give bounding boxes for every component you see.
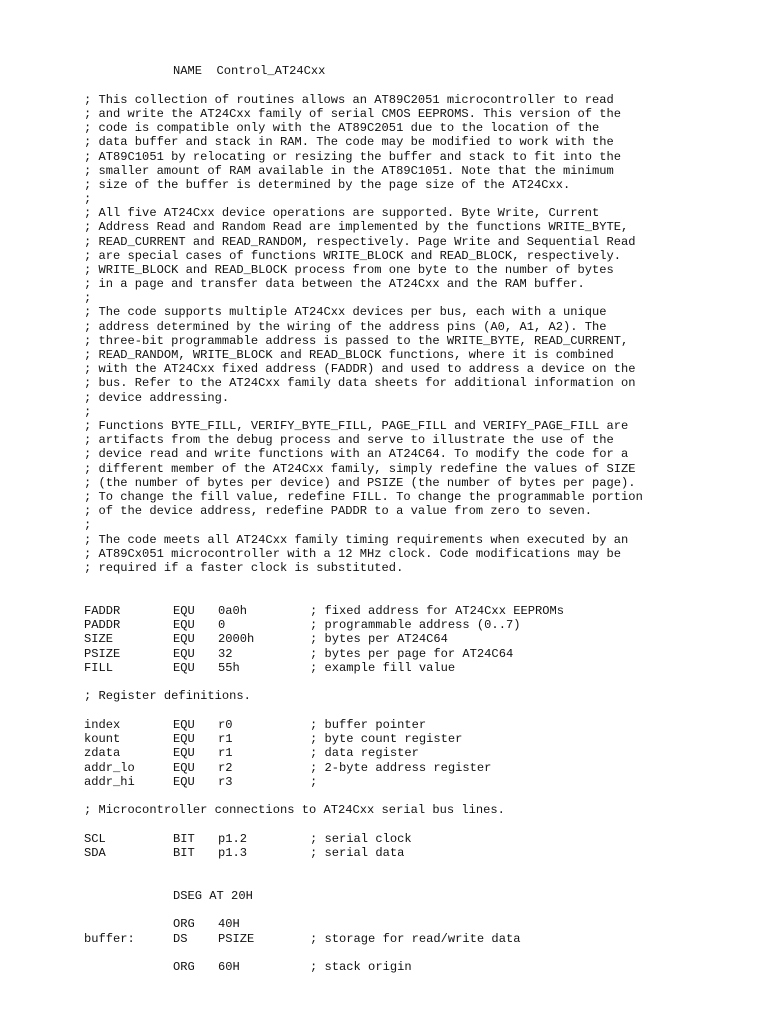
comment-line: ; code is compatible only with the AT89C2051 due to the location of the [84,121,600,135]
operand: p1.3 [218,846,248,860]
line-comment: ; bytes per page for AT24C64 [310,647,514,661]
symbol-label: index [84,718,121,732]
comment-line: ; WRITE_BLOCK and READ_BLOCK process from one byte to the number of bytes [84,263,614,277]
operand: 0a0h [218,604,248,618]
comment-line: ; Address Read and Random Read are implemented by the functions WRITE_BYTE, [84,220,629,234]
directive: EQU [173,647,195,661]
operand: r3 [218,775,233,789]
directive: EQU [173,604,195,618]
symbol-label: zdata [84,746,121,760]
directive: EQU [173,746,195,760]
connections-heading: ; Microcontroller connections to AT24Cxx serial bus lines. [84,803,505,817]
line-comment: ; example fill value [310,661,456,675]
comment-line: ; device read and write functions with an AT24C64. To modify the code for a [84,447,629,461]
comment-line: ; in a page and transfer data between the AT24Cxx and the RAM buffer. [84,277,585,291]
operand: PSIZE [218,932,255,946]
operand: 55h [218,661,240,675]
directive: EQU [173,618,195,632]
comment-line: ; and write the AT24Cxx family of serial CMOS EEPROMS. This version of the [84,107,622,121]
comment-line: ; The code supports multiple AT24Cxx devices per bus, each with a unique [84,305,607,319]
comment-line: ; READ_CURRENT and READ_RANDOM, respectively. Page Write and Sequential Read [84,235,636,249]
comment-line: ; Functions BYTE_FILL, VERIFY_BYTE_FILL, PAGE_FILL and VERIFY_PAGE_FILL are [84,419,629,433]
comment-line: ; AT89Cx051 microcontroller with a 12 MHz clock. Code modifications may be [84,547,622,561]
comment-line: ; The code meets all AT24Cxx family timing requirements when executed by an [84,533,629,547]
directive: EQU [173,761,195,775]
operand: 32 [218,647,233,661]
operand: 0 [218,618,226,632]
operand: r0 [218,718,233,732]
comment-line: ; [84,192,92,206]
symbol-label: PADDR [84,618,121,632]
comment-line: ; All five AT24Cxx device operations are supported. Byte Write, Current [84,206,600,220]
dseg-directive: DSEG AT 20H [173,889,253,903]
operand: 40H [218,917,240,931]
symbol-label: FILL [84,661,114,675]
name-directive: NAME Control_AT24Cxx [173,64,326,78]
comment-line: ; AT89C1051 by relocating or resizing the buffer and stack to fit into the [84,150,622,164]
comment-line: ; To change the fill value, redefine FILL. To change the programmable portion [84,490,643,504]
comment-line: ; bus. Refer to the AT24Cxx family data sheets for additional information on [84,376,636,390]
symbol-label: addr_hi [84,775,135,789]
directive: EQU [173,775,195,789]
comment-line: ; READ_RANDOM, WRITE_BLOCK and READ_BLOCK functions, where it is combined [84,348,614,362]
directive: ORG [173,960,195,974]
line-comment: ; programmable address (0..7) [310,618,521,632]
symbol-label: SIZE [84,632,114,646]
line-comment: ; storage for read/write data [310,932,521,946]
comment-line: ; [84,291,92,305]
comment-line: ; of the device address, redefine PADDR to a value from zero to seven. [84,504,593,518]
line-comment: ; byte count register [310,732,463,746]
comment-line: ; address determined by the wiring of the address pins (A0, A1, A2). The [84,320,607,334]
symbol-label: SDA [84,846,106,860]
comment-line: ; [84,405,92,419]
symbol-label: FADDR [84,604,121,618]
comment-line: ; with the AT24Cxx fixed address (FADDR) and used to address a device on the [84,362,636,376]
line-comment: ; fixed address for AT24Cxx EEPROMs [310,604,565,618]
comment-line: ; artifacts from the debug process and serve to illustrate the use of the [84,433,614,447]
comment-line: ; [84,518,92,532]
comment-line: ; (the number of bytes per device) and PSIZE (the number of bytes per page). [84,476,636,490]
directive: BIT [173,832,195,846]
comment-line: ; This collection of routines allows an AT89C2051 microcontroller to read [84,93,614,107]
operand: r1 [218,732,233,746]
comment-line: ; different member of the AT24Cxx family, simply redefine the values of SIZE [84,462,636,476]
operand: p1.2 [218,832,248,846]
directive: EQU [173,661,195,675]
directive: BIT [173,846,195,860]
comment-line: ; device addressing. [84,391,230,405]
comment-line: ; size of the buffer is determined by the page size of the AT24Cxx. [84,178,571,192]
comment-line: ; required if a faster clock is substituted. [84,561,404,575]
line-comment: ; stack origin [310,960,412,974]
symbol-label: buffer: [84,932,135,946]
comment-line: ; data buffer and stack in RAM. The code may be modified to work with the [84,135,614,149]
directive: EQU [173,632,195,646]
symbol-label: SCL [84,832,106,846]
comment-line: ; three-bit programmable address is passed to the WRITE_BYTE, READ_CURRENT, [84,334,629,348]
directive: EQU [173,732,195,746]
symbol-label: kount [84,732,121,746]
line-comment: ; data register [310,746,419,760]
operand: r2 [218,761,233,775]
comment-line: ; smaller amount of RAM available in the AT89C1051. Note that the minimum [84,164,614,178]
directive: EQU [173,718,195,732]
line-comment: ; buffer pointer [310,718,427,732]
register-heading: ; Register definitions. [84,689,251,703]
symbol-label: PSIZE [84,647,121,661]
directive: DS [173,932,188,946]
operand: r1 [218,746,233,760]
line-comment: ; serial data [310,846,405,860]
comment-line: ; are special cases of functions WRITE_BLOCK and READ_BLOCK, respectively. [84,249,622,263]
line-comment: ; serial clock [310,832,412,846]
symbol-label: addr_lo [84,761,135,775]
line-comment: ; [310,775,318,789]
operand: 2000h [218,632,255,646]
line-comment: ; bytes per AT24C64 [310,632,448,646]
operand: 60H [218,960,240,974]
line-comment: ; 2-byte address register [310,761,492,775]
directive: ORG [173,917,195,931]
